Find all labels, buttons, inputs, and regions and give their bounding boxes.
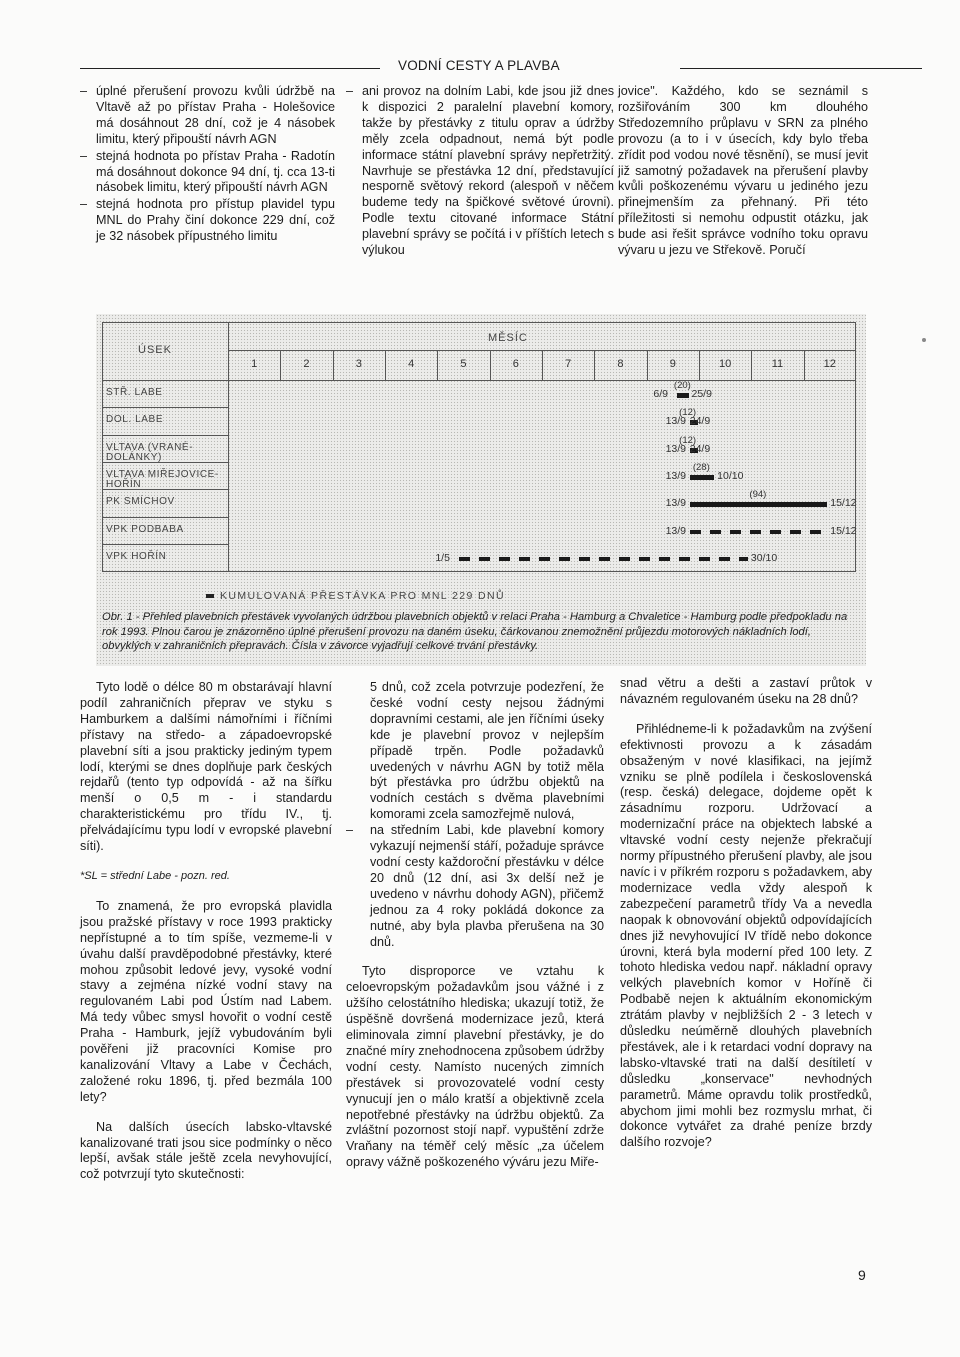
bar-start-label: 13/9 (665, 415, 686, 428)
schedule-bar (677, 393, 688, 398)
bar-end-label: 10/10 (717, 469, 744, 482)
month-number: 2 (303, 358, 310, 370)
top-column-3 (618, 84, 868, 273)
schedule-bar (690, 530, 828, 534)
paragraph: Tyto lodě o délce 80 m obstarávají hlavní podíl zahraničních přeprav ve styku s Hamburkem a dalšími námořními i říčními přístavy na středo- a západoevropské plavební síti a jsou prakticky jediným typem lodí, kterými se dnes doplňuje park českých rejdařů (tento typ odpovídá - až na šířku menší o 0,5 m - i standardu charakteristickému pro třídu IV., tj. přelvádajícímu typu lodí v evropské plavební síti). (80, 680, 332, 854)
top-column-2 (346, 84, 614, 260)
bar-start-label: 13/9 (665, 469, 686, 482)
month-number: 11 (771, 358, 784, 370)
legend: KUMULOVANÁ PŘESTÁVKA PRO MNL 229 DNŮ (206, 590, 505, 602)
row-label: VLTAVA (VRANÉ-DOLÁNKY) (106, 441, 194, 463)
month-divider (490, 350, 491, 380)
list-item: – na středním Labi, kde plavební komory vykazují nejmenší stáří, požaduje správce vodní cesty každoroční přestávku v délce 20 dnů (12 dní, asi 3x delší než je uvedeno v návrhu dohody AGN), přičemž jednou za 4 roky pokládá dokonce za nutné, aby byla plavba přerušena na 30 dnů. (346, 823, 604, 949)
month-divider (699, 350, 700, 380)
bar-end-label: 24/9 (689, 442, 711, 455)
bar-duration-label: (28) (692, 461, 710, 473)
month-divider (385, 350, 386, 380)
month-number: 9 (669, 358, 676, 370)
paragraph: 5 dnů, což zcela potvrzuje podezření, že české vodní cesty nejsou žádnými dopravními cestami, ale jen říčními úseky kde je plavební provoz v nejlepším případě trpěn. Podle požadavků uvedených v návrhu AGN by totiž měla být přestávka pro údržbu objektů na vodních cestách s dvěma plavebními komorami zcela samozřejmě nulová, (370, 680, 604, 822)
bar-start-label: 13/9 (665, 497, 686, 510)
month-number: 12 (823, 358, 836, 370)
month-divider (280, 350, 281, 380)
list-item: – stejná hodnota pro přístup plavidel typu MNL do Prahy činí dokonce 229 dní, což je 32 násobek přípustného limitu (80, 197, 335, 244)
bar-end-label: 30/10 (750, 551, 778, 564)
row-label: PK SMÍCHOV (106, 496, 175, 508)
bar-duration-label: (12) (679, 434, 697, 446)
row-label: VPK HOŘÍN (106, 550, 167, 562)
row-label: VPK PODBABA (106, 523, 184, 535)
month-divider (751, 350, 752, 380)
paragraph: snad větru a dešti a zastaví průtok v návazném regulovaném úseku na 28 dnů? (620, 676, 872, 706)
top-column-1 (80, 84, 335, 246)
legend-marker (206, 594, 214, 598)
bar-start-label: 1/5 (435, 551, 450, 564)
bar-end-label: 25/9 (691, 388, 712, 400)
bar-duration-label: (20) (673, 380, 691, 391)
month-number: 4 (408, 358, 415, 370)
schedule-bar (690, 502, 828, 507)
paragraph: To znamená, že pro evropská plavidla jsou pražské přístavy v roce 1993 prakticky nepřístupné a to tím spíše, vezmeme-li v úvahu další pravděpodobné přestávky, které mohou způsobit ledové jevy, vysoké vodní stavy a zejména nízké vodní stavy na regulovaném Labi pod Ústím nad Labem. Má tedy vůbec smysl hovořit o vodní cestě Praha - Hamburk, jejíž vybudováním byli pověřeni již pracovníci Komise pro kanalizování Vltavy a Labe v Čechách, založené roku 1896, tj. před bezmála 100 lety? (80, 898, 332, 1104)
bottom-column-3 (620, 676, 872, 1165)
bar-duration-label: (12) (679, 407, 697, 419)
bar-start-label: 13/9 (665, 524, 686, 537)
month-divider (542, 350, 543, 380)
bar-end-label: 15/12 (830, 524, 857, 537)
month-divider (437, 350, 438, 380)
month-divider (333, 350, 334, 380)
month-number: 3 (355, 358, 362, 370)
month-number: 10 (719, 358, 732, 370)
schedule-bar (690, 475, 715, 480)
row-label: VLTAVA MIŘEJOVICE-HOŘÍN (106, 468, 219, 490)
bar-end-label: 15/12 (830, 497, 857, 510)
bottom-column-2 (346, 680, 604, 1185)
header-usek: ÚSEK (138, 344, 172, 356)
header-mesic: MĚSÍC (488, 332, 528, 344)
month-number: 8 (617, 358, 624, 370)
header-rule-left (80, 68, 380, 69)
bar-duration-label: (94) (749, 489, 767, 501)
month-number: 6 (512, 358, 519, 370)
paragraph: Tyto disproporce ve vztahu k celoevropským požadavkům jsou vážné i z užšího celostátního hlediska; ukazují totiž, že úspěšně dovršená modernizace jezů, která eliminovala zimní plavební přestávky, je do značné míry znehodnocena způsobem údržby vodní cesty. Namísto nucených zimních přestávek si provozovatelé vodní cesty vynucují jen o málo kratší a objektivně zcela nepotřebné přestávky na údržbu objektů. Za zvláštní pozornost stojí např. vypuštění zdrže Vraňany na téměř celý měsíc „za účelem opravy vážně poškozeného výváru jezu Miře- (346, 964, 604, 1170)
paragraph: Přihlédneme-li k požadavkům na zvýšení efektivnosti provozu a k zásadám obsaženým v nové klasifikaci, na jejímž vzniku se plně podílela i československá (resp. česká) delegace, dojdeme opět k zásadnímu rozporu. Udržovací a modernizační práce na objektech labské a vltavské vodní cesty nejenže překračují normy přípustného přerušení plavby, ale jsou navíc i v příkrém rozporu s požadavkem, aby modernizace vedla vždy alespoň k zabezpečení parametrů třídy Va a nevedla naopak k obnovování objektů odpovídajících dnes již nevyhovující IV třídě nebo dokonce úrovni, která byla moderní před 100 lety. Z tohoto hlediska vedou např. nákladní opravy velkých plavebních komor v Hoříně či Podbabě nejen k aktuálním ekonomickým ztrátám plavby v nejbližších 2 - 3 letech v důsledku neúměrně dlouhých plavebních přestávek, ale i k retardaci vodní dopravy na labsko-vltavské trati na další desítiletí v důsledku „konservace" nevhodných parametrů. Máme opravdu tolik prostředků, abychom jimi mohli bez rozmyslu mrhat, či dokonce vytvářet za drahé peníze brzdy dalšího rozvoje? (620, 721, 872, 1150)
bar-end-label: 24/9 (689, 415, 711, 428)
row-divider (102, 435, 228, 436)
paragraph: Na dalších úsecích labsko-vltavské kanalizované trati jsou sice podmínky o něco lepší, avšak stále ještě zcela nevyhovující, což potvrzují tyto skutečnosti: (80, 1119, 332, 1182)
month-number: 7 (565, 358, 572, 370)
row-divider (102, 407, 228, 408)
month-number: 5 (460, 358, 467, 370)
paragraph: jovice". Každého, kdo se seznámil s rozšiřováním 300 km dlouhého Středozemního průplavu v SRN za plného provozu (a to i v úsecích, kdy bylo třeba zřídit pod vodou nové těsnění), se musí jevit již samotný požadavek na přerušení plavby kvůli poškozenému vývaru u jediného jezu přinejmenším za přehnaný. Při této příležitosti si nemohu odpustit otázku, jak bude asi řešit správce vodního toku opravu vývaru u jezu ve Střekově. Poručí (618, 84, 868, 258)
month-divider (647, 350, 648, 380)
section-title: VODNÍ CESTY A PLAVBA (398, 58, 560, 73)
bottom-column-1 (80, 680, 332, 1197)
footnote: *SL = střední Labe - pozn. red. (80, 869, 230, 882)
figure-caption: Obr. 1 - Přehled plavebních přestávek vyvolaných údržbou plavebních objektů v relaci Praha - Hamburg a Chvaletice - Hamburg podle předpokladu na rok 1993. Plnou čarou je znázorněno úplné přerušení provozu na daném úseku, čárkovanou znemožnění průjezdu motorových nákladních lodí, obvyklých v zahraničních přepravách. Čísla v závorce vyjadřují celkové trvání přestávky. (102, 611, 848, 652)
row-divider (102, 517, 228, 518)
bar-start-label: 6/9 (653, 388, 668, 400)
scan-mark (922, 338, 926, 342)
month-number: 1 (251, 358, 258, 370)
row-divider (102, 544, 228, 545)
figure-schedule (96, 314, 866, 666)
page-number: 9 (858, 1267, 866, 1283)
list-item: – ani provoz na dolním Labi, kde jsou již dnes k dispozici 2 paralelní plavební komory, takže by přestávky z titulu oprav a údržby měly zcela odpadnout, nemá být podle informace státní plavební správy nepřetržitý. Navrhuje se přestávka 12 dní, představující nesporně světový rekord (alespoň v něčem budeme tedy na špičkové světové úrovni). Podle textu citované informace Státní plavební správy se počítá i v příštích letech s výlukou (346, 84, 614, 258)
header-rule-right (680, 68, 922, 69)
list-item: – úplné přerušení provozu kvůli údržbě na Vltavě až po přístav Praha - Holešovice má dosáhnout 28 dní, což je 4 násobek limitu, který připouští návrh AGN (80, 84, 335, 146)
list-item: – stejná hodnota po přístav Praha - Radotín má dosáhnout dokonce 94 dní, tj. cca 13-ti násobek limitu, který připouští návrh AGN (80, 148, 335, 195)
month-divider (594, 350, 595, 380)
row-label: DOL. LABE (106, 414, 164, 426)
row-label: STŘ. LABE (106, 387, 163, 398)
schedule-bar (459, 557, 748, 561)
running-header (80, 58, 922, 78)
bar-start-label: 13/9 (665, 442, 686, 455)
schedule-table (102, 322, 856, 590)
month-divider (804, 350, 805, 380)
